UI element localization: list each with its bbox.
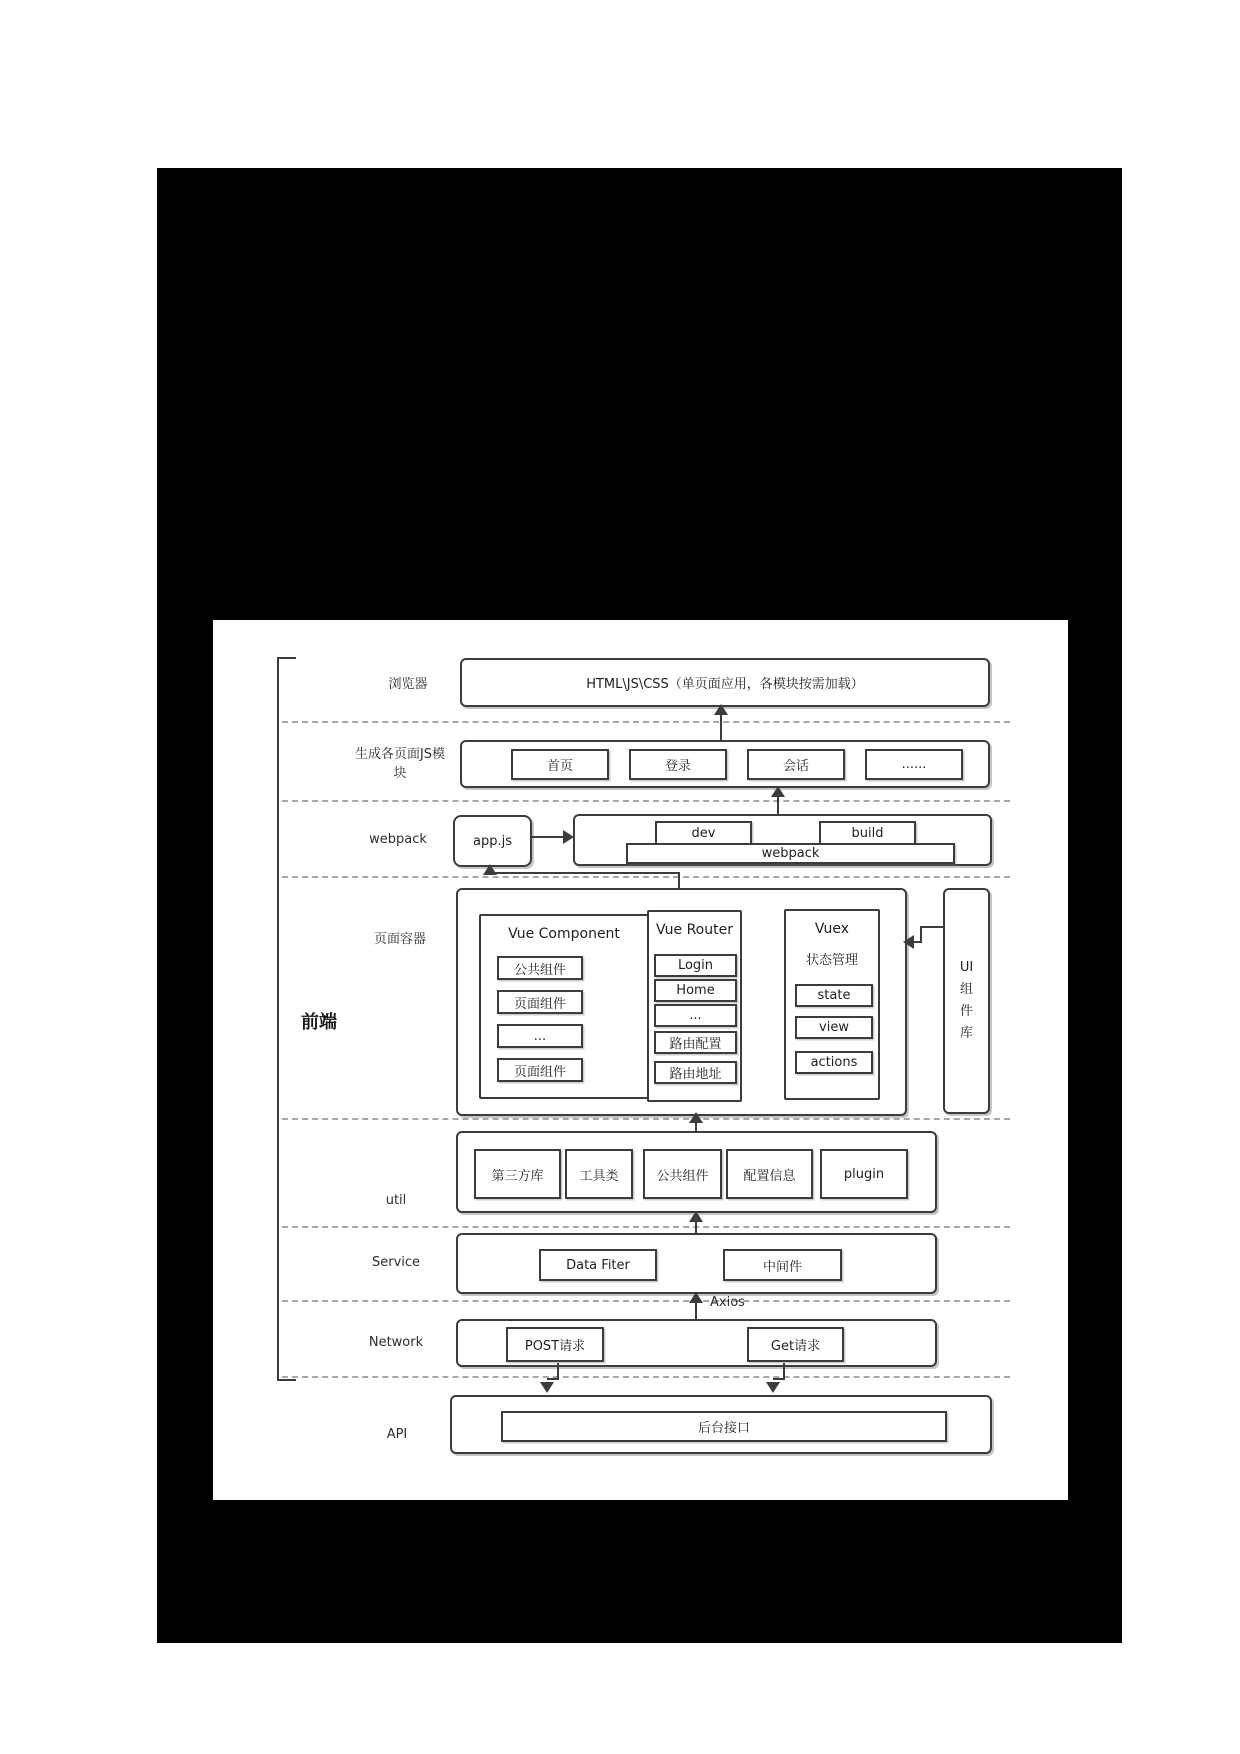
connector-line [490, 872, 680, 874]
row-separator [282, 1226, 1010, 1228]
js-module-box-more: ...... [865, 749, 963, 780]
vue-router-title: Vue Router [656, 922, 733, 938]
connector-line [773, 1378, 785, 1380]
util-item-plugin: plugin [820, 1149, 908, 1199]
build-box: build [819, 821, 916, 845]
js-module-box-login: 登录 [629, 749, 727, 780]
vue-router-item: ... [654, 1004, 737, 1027]
page-container-box [456, 888, 907, 1116]
arrow-left-to-page-container [903, 935, 914, 949]
row-separator [282, 721, 1010, 723]
appjs-entry-box: app.js [453, 815, 532, 867]
ui-library-line: 组 [959, 982, 973, 997]
webpack-row-label: webpack [369, 832, 427, 847]
arrow-line [720, 714, 722, 740]
api-box [450, 1395, 992, 1454]
arrow-line [695, 1221, 697, 1233]
architecture-diagram-panel [213, 620, 1068, 1500]
network-item-get: Get请求 [747, 1327, 844, 1362]
vuex-item: state [795, 984, 873, 1007]
vue-component-box [479, 914, 649, 1099]
vuex-item: actions [795, 1051, 873, 1074]
vue-component-title: Vue Component [508, 926, 620, 942]
ui-library-label [945, 960, 988, 1041]
ui-library-line: 件 [959, 1004, 973, 1019]
vue-router-item: Home [654, 979, 737, 1002]
vue-component-item: 页面组件 [497, 1058, 583, 1082]
vue-component-item: ... [497, 1024, 583, 1048]
webpack-bar: webpack [626, 843, 955, 864]
row-separator [282, 1118, 1010, 1120]
connector-line [547, 1378, 559, 1380]
arrow-line [695, 1302, 697, 1319]
connector-line [920, 926, 943, 928]
axios-label: Axios [710, 1295, 745, 1310]
network-row-label: Network [368, 1335, 424, 1350]
vue-component-item: 公共组件 [497, 956, 583, 980]
ui-library-line: UI [959, 960, 974, 975]
js-modules-row-label: 生成各页面JS模块 [354, 747, 446, 781]
webpack-bundle-box [573, 814, 992, 866]
vue-router-item: 路由地址 [654, 1061, 737, 1084]
js-module-box-home: 首页 [511, 749, 609, 780]
network-item-post: POST请求 [506, 1327, 604, 1362]
vuex-title: Vuex [814, 921, 850, 937]
arrow-line [530, 836, 564, 838]
service-item-middleware: 中间件 [723, 1249, 842, 1281]
vuex-box [784, 909, 880, 1100]
browser-row-label: 浏览器 [388, 677, 428, 692]
service-row-label: Service [371, 1255, 421, 1270]
vuex-subtitle: 状态管理 [805, 953, 858, 968]
browser-output-box: HTML\JS\CSS（单页面应用，各模块按需加载） [460, 658, 990, 707]
util-item-common: 公共组件 [643, 1149, 722, 1199]
vuex-item: view [795, 1016, 873, 1039]
backend-interface-box: 后台接口 [501, 1411, 947, 1442]
api-row-label: API [386, 1427, 408, 1442]
frontend-label: 前端 [301, 1012, 337, 1033]
ui-library-box [943, 888, 990, 1114]
js-module-box-session: 会话 [747, 749, 845, 780]
page-container-row-label: 页面容器 [373, 932, 426, 947]
vue-router-box [647, 910, 742, 1102]
util-item-tools: 工具类 [565, 1149, 633, 1199]
service-box [456, 1233, 937, 1294]
dev-box: dev [655, 821, 752, 845]
util-item-config: 配置信息 [726, 1149, 813, 1199]
arrow-line [777, 796, 779, 814]
row-separator [282, 1376, 1010, 1378]
row-separator [282, 876, 1010, 878]
arrow-down-to-api [540, 1382, 554, 1393]
util-box [456, 1131, 937, 1213]
util-item-thirdparty: 第三方库 [474, 1149, 561, 1199]
util-row-label: util [385, 1193, 407, 1208]
network-box [456, 1319, 937, 1367]
arrow-down-to-api [766, 1382, 780, 1393]
ui-library-line: 库 [959, 1026, 973, 1041]
js-modules-container-box [460, 740, 990, 788]
vue-component-item: 页面组件 [497, 990, 583, 1014]
connector-line [678, 872, 680, 888]
row-separator [282, 1300, 1010, 1302]
service-item-datafilter: Data Fiter [539, 1249, 657, 1281]
vue-router-item: 路由配置 [654, 1031, 737, 1054]
row-separator [282, 800, 1010, 802]
vue-router-item: Login [654, 954, 737, 977]
